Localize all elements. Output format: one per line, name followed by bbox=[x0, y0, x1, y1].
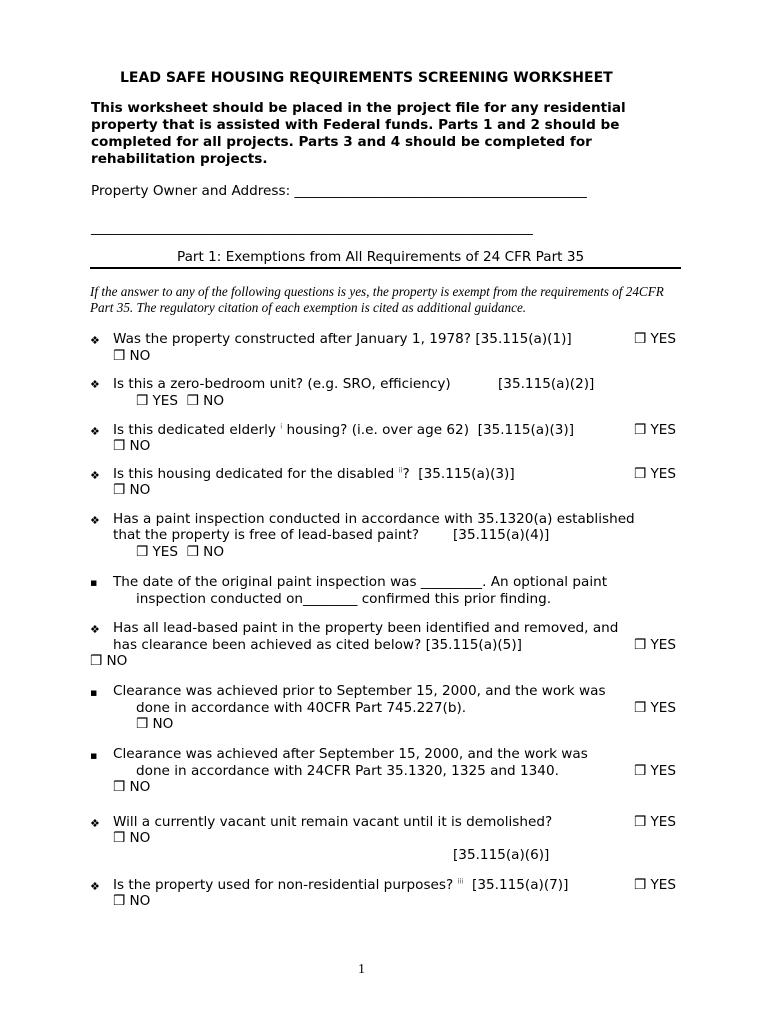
q8-yes-checkbox[interactable]: ❒ YES bbox=[634, 877, 677, 893]
diamond-bullet-icon: ❖ bbox=[90, 378, 100, 391]
q8-text-a: Is the property used for non-residential purposes? bbox=[113, 877, 458, 893]
q4-endnote-ref[interactable]: ii bbox=[398, 466, 403, 475]
document-title: LEAD SAFE HOUSING REQUIREMENTS SCREENING WORKSHEET bbox=[120, 70, 613, 86]
q6-text-line1: Has all lead-based paint in the property been identified and removed, and bbox=[113, 620, 619, 636]
diamond-bullet-icon: ❖ bbox=[90, 817, 100, 830]
diamond-bullet-icon: ❖ bbox=[90, 514, 100, 527]
diamond-bullet-icon: ❖ bbox=[90, 623, 100, 636]
q3-yes-checkbox[interactable]: ❒ YES bbox=[634, 422, 677, 438]
q3-text bbox=[113, 422, 574, 438]
q4-text bbox=[113, 466, 515, 482]
q8-endnote-ref[interactable]: iii bbox=[457, 877, 464, 886]
q8-text bbox=[113, 877, 568, 893]
clearance-after-line1: Clearance was achieved after September 15, 2000, and the work was bbox=[113, 746, 588, 762]
square-bullet-icon: ▪ bbox=[90, 749, 98, 762]
q6-no-checkbox[interactable]: ❒ NO bbox=[90, 653, 128, 669]
q4-text-a: Is this housing dedicated for the disabled bbox=[113, 466, 399, 482]
intro-paragraph: This worksheet should be placed in the project file for any residential property that is assisted with Federal funds. Parts 1 and 2 should be completed for all projects. Parts 3 and 4 should be completed for rehabilitation projects. bbox=[91, 100, 626, 167]
q5-text-line2: that the property is free of lead-based paint? bbox=[113, 527, 420, 543]
diamond-bullet-icon: ❖ bbox=[90, 469, 100, 482]
q5-text-line1: Has a paint inspection conducted in accordance with 35.1320(a) established bbox=[113, 511, 635, 527]
diamond-bullet-icon: ❖ bbox=[90, 425, 100, 438]
clearance-prior-yes-checkbox[interactable]: ❒ YES bbox=[634, 700, 677, 716]
q7-citation: [35.115(a)(6)] bbox=[453, 847, 550, 863]
part1-instructions: If the answer to any of the following questions is yes, the property is exempt from the requirements of 24CFR Part 35. The regulatory citation of each exemption is cited as additional guidance. bbox=[90, 284, 664, 315]
inspection-date-line2[interactable]: inspection conducted on________ confirmed this prior finding. bbox=[136, 591, 552, 607]
q2-yes-no-checkboxes[interactable]: ❒ YES ❒ NO bbox=[136, 393, 225, 409]
property-owner-field[interactable]: Property Owner and Address: ___________________________________________ bbox=[91, 183, 587, 199]
property-address-line[interactable]: _________________________________________________________________ bbox=[91, 220, 533, 236]
part1-heading: Part 1: Exemptions from All Requirements of 24 CFR Part 35 bbox=[177, 249, 585, 265]
clearance-after-no-checkbox[interactable]: ❒ NO bbox=[113, 779, 151, 795]
part1-rule bbox=[90, 267, 681, 269]
clearance-prior-line2: done in accordance with 40CFR Part 745.227(b). bbox=[136, 700, 467, 716]
q5-citation: [35.115(a)(4)] bbox=[453, 527, 550, 543]
q3-text-a: Is this dedicated elderly bbox=[113, 422, 281, 438]
q6-text-line2: has clearance been achieved as cited below? [35.115(a)(5)] bbox=[113, 637, 522, 653]
q1-no-checkbox[interactable]: ❒ NO bbox=[113, 348, 151, 364]
q6-yes-checkbox[interactable]: ❒ YES bbox=[634, 637, 677, 653]
q2-text: Is this a zero-bedroom unit? (e.g. SRO, efficiency) bbox=[113, 376, 451, 392]
clearance-after-line2: done in accordance with 24CFR Part 35.1320, 1325 and 1340. bbox=[136, 763, 559, 779]
inspection-date-line1[interactable]: The date of the original paint inspection was _________. An optional paint bbox=[113, 574, 608, 590]
q7-yes-checkbox[interactable]: ❒ YES bbox=[634, 814, 677, 830]
q4-no-checkbox[interactable]: ❒ NO bbox=[113, 482, 151, 498]
diamond-bullet-icon: ❖ bbox=[90, 334, 100, 347]
q8-no-checkbox[interactable]: ❒ NO bbox=[113, 893, 151, 909]
q5-yes-no-checkboxes[interactable]: ❒ YES ❒ NO bbox=[136, 544, 225, 560]
q4-text-b: ? [35.115(a)(3)] bbox=[402, 466, 515, 482]
clearance-prior-no-checkbox[interactable]: ❒ NO bbox=[136, 716, 174, 732]
diamond-bullet-icon: ❖ bbox=[90, 880, 100, 893]
clearance-prior-line1: Clearance was achieved prior to September 15, 2000, and the work was bbox=[113, 683, 606, 699]
q2-citation: [35.115(a)(2)] bbox=[498, 376, 595, 392]
square-bullet-icon: ▪ bbox=[90, 686, 98, 699]
square-bullet-icon: ▪ bbox=[90, 576, 98, 589]
clearance-after-yes-checkbox[interactable]: ❒ YES bbox=[634, 763, 677, 779]
q3-endnote-ref[interactable]: i bbox=[280, 422, 283, 431]
page-number: 1 bbox=[358, 962, 365, 977]
q7-no-checkbox[interactable]: ❒ NO bbox=[113, 830, 151, 846]
q4-yes-checkbox[interactable]: ❒ YES bbox=[634, 466, 677, 482]
q3-no-checkbox[interactable]: ❒ NO bbox=[113, 438, 151, 454]
q3-text-b: housing? (i.e. over age 62) [35.115(a)(3)] bbox=[282, 422, 575, 438]
q8-text-b: [35.115(a)(7)] bbox=[463, 877, 569, 893]
q1-yes-checkbox[interactable]: ❒ YES bbox=[634, 331, 677, 347]
q7-text: Will a currently vacant unit remain vacant until it is demolished? bbox=[113, 814, 553, 830]
q1-text: Was the property constructed after January 1, 1978? [35.115(a)(1)] bbox=[113, 331, 572, 347]
